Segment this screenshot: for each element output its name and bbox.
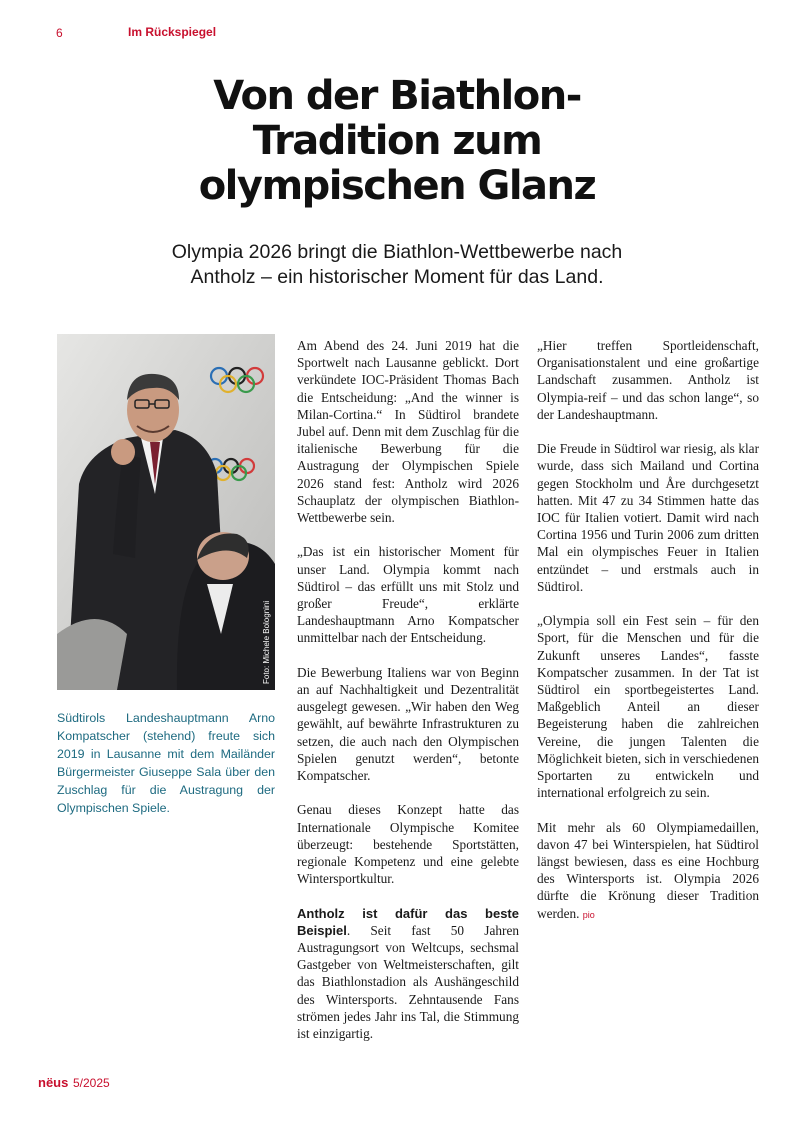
headline-line-2: Tradition zum <box>252 118 542 164</box>
headline-line-1: Von der Biathlon- <box>213 73 581 119</box>
subtitle <box>97 240 697 290</box>
article-column-1 <box>297 337 519 1042</box>
paragraph: Am Abend des 24. Juni 2019 hat die Sportwelt nach Lausanne geblickt. Dort verkündete IOC-Präsident Thomas Bach die Entscheidung: „And the winner is Milan-Cortina.“ In Südtirol brandete Jubel auf. Denn mit dem Zuschlag für die italienische Bewerbung für die Austragung der Olympischen Spiele 2026 stand fest: Antholz wird 2026 Schauplatz der olympischen Biathlon-Wettbewerbe sein. <box>297 338 519 526</box>
paragraph <box>297 905 519 1043</box>
paragraph-body: Mit mehr als 60 Olympiamedaillen, davon 47 bei Winterspielen, hat Südtirol längst bewiesen, dass es eine Hochburg des Wintersports ist. Olympia 2026 dürfte die Krönung dieser Tradition werden. <box>537 819 759 921</box>
paragraph: Die Bewerbung Italiens war von Beginn an auf Nachhaltigkeit und Dezentralität ausgelegt gewesen. „Wir haben den Weg gewählt, auf bewährte Infrastrukturen zu setzen, die auch nach den Olympischen Spielen genutzt werden“, betonte Kompatscher. <box>297 664 519 784</box>
photo-illustration <box>57 334 275 690</box>
article-column-2 <box>537 337 759 924</box>
author-initials: pio <box>582 909 595 920</box>
paragraph: „Das ist ein historischer Moment für unser Land. Olympia kommt nach Südtirol – das erfüllt uns mit Stolz und großer Freude“, erklärte Landeshauptmann Arno Kompatscher unmittelbar nach der Entscheidung. <box>297 544 519 646</box>
section-label: Im Rückspiegel <box>128 25 217 39</box>
paragraph: Genau dieses Konzept hatte das Internationale Olympische Komitee überzeugt: bestehende Sportstätten, regionale Kompetenz und eine gelebte Wintersportkultur. <box>297 802 519 887</box>
article-photo <box>57 334 275 690</box>
paragraph <box>537 819 759 924</box>
paragraph-lead-in: Antholz ist dafür das beste Beispiel <box>297 905 519 938</box>
headline <box>97 74 697 209</box>
paragraph-body: . Seit fast 50 Jahren Austragungsort von Weltcups, sechsmal Gastgeber von Weltmeisterschaften, gilt das Biathlonstadion als Aushängeschild des Wintersports. Zehntausende Fans strömen jedes Jahr ins Tal, die Stimmung ist einzigartig. <box>297 922 519 1042</box>
page-number: 6 <box>56 26 63 40</box>
paragraph: „Hier treffen Sportleidenschaft, Organisationstalent und eine großartige Landschaft zusammen. Antholz ist Olympia-reif – und das schon lange“, so der Landeshauptmann. <box>537 338 759 422</box>
subtitle-line-2: Antholz – ein historischer Moment für das Land. <box>190 266 604 288</box>
headline-line-3: olympischen Glanz <box>198 163 596 209</box>
paragraph: Die Freude in Südtirol war riesig, als klar wurde, dass sich Mailand und Cortina gegen Stockholm und Åre durchgesetzt hatten. Mit 47 zu 34 Stimmen hatte das IOC für Italien votiert. Damit wird nach Cortina 1956 und Turin 2006 zum dritten Mal ein olympisches Feuer in Italien entzündet – und erstmals auch in Südtirol. <box>537 441 759 594</box>
paragraph: „Olympia soll ein Fest sein – für den Sport, für die Menschen und für die Zukunft unseres Landes“, fasste Kompatscher zusammen. In der Tat ist Südtirol ein sportbegeistertes Land. Maßgeblich Anteil an dieser Begeisterung haben die zahlreichen Vereine, die jungen Talenten die Möglichkeit bieten, sich in verschiedenen Sportarten zu entwickeln und international erfolgreich zu sein. <box>537 613 759 801</box>
subtitle-line-1: Olympia 2026 bringt die Biathlon-Wettbewerbe nach <box>171 241 623 263</box>
footer-brand: nëus <box>38 1075 69 1090</box>
footer-issue: 5/2025 <box>73 1076 110 1090</box>
photo-caption: Südtirols Landeshauptmann Arno Kompatscher (stehend) freute sich 2019 in Lausanne mit dem Mailänder Bürgermeister Giuseppe Sala über den Zuschlag für die Austragung der Olympischen Spiele. <box>57 711 275 815</box>
photo-credit: Foto: Michele Bolognini <box>262 600 271 684</box>
